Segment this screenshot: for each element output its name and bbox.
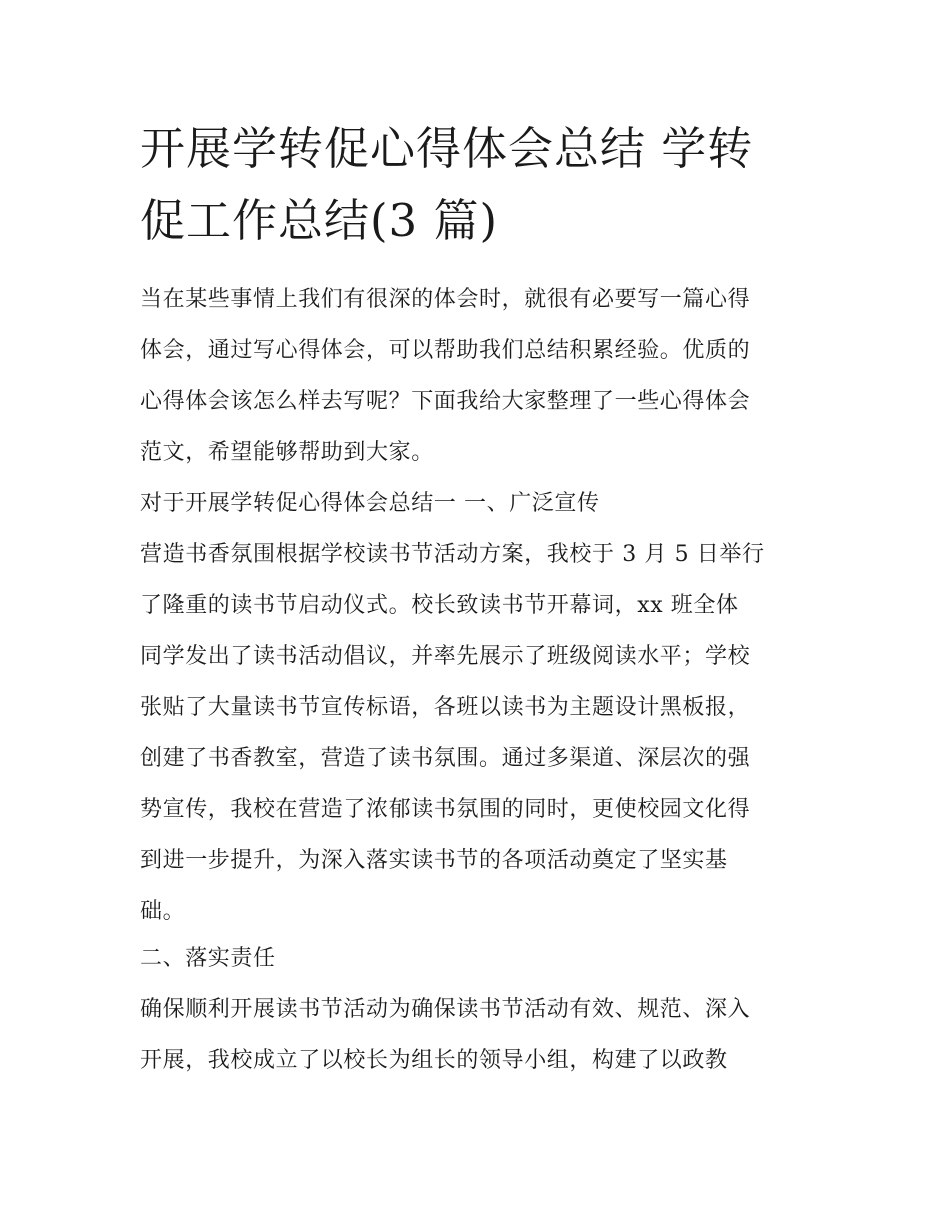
body-line: 了隆重的读书节启动仪式。校长致读书节开幕词，xx 班全体 [140, 593, 739, 618]
section-heading: 二、落实责任 [140, 946, 276, 971]
title-line-1: 开展学转促心得体会总结 学转 [140, 122, 754, 175]
body-line: 础。 [140, 899, 186, 924]
body-line: 势宣传，我校在营造了浓郁读书氛围的同时，更使校园文化得 [140, 797, 751, 822]
body-line: 开展，我校成立了以校长为组长的领导小组，构建了以政教 [140, 1048, 728, 1073]
body-line: 同学发出了读书活动倡议，并率先展示了班级阅读水平；学校 [140, 644, 751, 669]
body-line: 营造书香氛围根据学校读书节活动方案，我校于 3 月 5 日举行 [140, 542, 765, 567]
body-line: 范文，希望能够帮助到大家。 [140, 440, 434, 465]
body-line: 到进一步提升，为深入落实读书节的各项活动奠定了坚实基 [140, 848, 728, 873]
section-heading: 对于开展学转促心得体会总结一 一、广泛宣传 [140, 491, 600, 516]
body-line: 确保顺利开展读书节活动为确保读书节活动有效、规范、深入 [140, 997, 751, 1022]
body-line: 心得体会该怎么样去写呢？下面我给大家整理了一些心得体会 [140, 389, 751, 414]
body-line: 创建了书香教室，营造了读书氛围。通过多渠道、深层次的强 [140, 746, 751, 771]
document-title [140, 113, 820, 257]
body-line: 体会，通过写心得体会，可以帮助我们总结积累经验。优质的 [140, 338, 751, 363]
title-line-2: 促工作总结(3 篇) [140, 194, 499, 247]
body-line: 当在某些事情上我们有很深的体会时，就很有必要写一篇心得 [140, 287, 751, 312]
body-line: 张贴了大量读书节宣传标语，各班以读书为主题设计黑板报， [140, 695, 751, 720]
